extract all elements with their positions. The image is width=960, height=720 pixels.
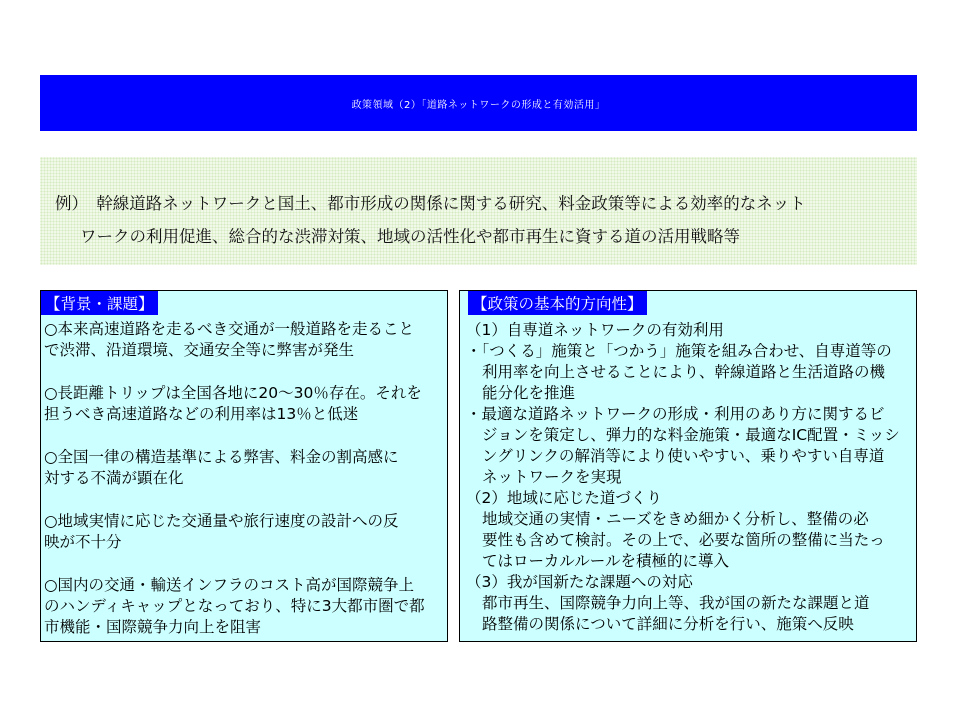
example-line-2: ワークの利用促進、総合的な渋滞対策、地域の活性化や都市再生に資する道の活用戦略等 [80, 227, 740, 246]
policy-line: ・「つくる」施策と「つかう」施策を組み合わせ、自専道等の [466, 342, 892, 360]
background-issues-heading: 【背景・課題】 [41, 291, 158, 315]
background-line: ○地域実情に応じた交通量や旅行速度の設計への反 [44, 512, 399, 530]
policy-line: ・最適な道路ネットワークの形成・利用のあり方に関するビ [466, 405, 885, 423]
example-box [40, 157, 917, 265]
policy-line: （3）我が国新たな課題への対応 [466, 573, 693, 591]
background-line: 映が不十分 [44, 533, 122, 551]
slide-title: 政策領域（2）「道路ネットワークの形成と有効活用」 [40, 75, 917, 131]
policy-line: ジョンを策定し、弾力的な料金施策・最適なIC配置・ミッシ [482, 426, 900, 444]
policy-line: ネットワークを実現 [482, 468, 622, 486]
policy-line: 利用率を向上させることにより、幹線道路と生活道路の機 [482, 363, 886, 381]
policy-direction-heading: 【政策の基本的方向性】 [468, 291, 647, 315]
background-line: 対する不満が顕在化 [44, 469, 184, 487]
policy-line: ングリンクの解消等により使いやすい、乗りやすい自専道 [482, 447, 885, 465]
policy-line: 都市再生、国際競争力向上等、我が国の新たな課題と道 [482, 594, 870, 612]
example-line-1: 例） 幹線道路ネットワークと国土、都市形成の関係に関する研究、料金政策等による効率的なネット [55, 194, 806, 213]
background-line: 担うべき高速道路などの利用率は13％と低迷 [44, 405, 359, 423]
background-line: のハンディキャップとなっており、特に3大都市圏で都 [44, 597, 425, 615]
background-line: ○全国一律の構造基準による弊害、料金の割高感に [44, 448, 399, 466]
policy-line: 要性も含めて検討。その上で、必要な箇所の整備に当たっ [482, 531, 885, 549]
policy-line: てはローカルルールを積極的に導入 [482, 552, 729, 570]
background-line: ○国内の交通・輸送インフラのコスト高が国際競争上 [44, 576, 415, 594]
policy-line: 路整備の関係について詳細に分析を行い、施策へ反映 [482, 615, 854, 633]
policy-line: （2）地域に応じた道づくり [466, 489, 662, 507]
background-issues-panel [40, 290, 448, 642]
background-line: で渋滞、沿道環境、交通安全等に弊害が発生 [44, 341, 355, 359]
policy-line: 能分化を推進 [482, 384, 576, 402]
background-line: ○本来高速道路を走るべき交通が一般道路を走ること [44, 320, 415, 338]
background-line: ○長距離トリップは全国各地に20～30％存在。それを [44, 384, 422, 402]
policy-direction-panel [459, 290, 917, 642]
policy-line: （1）自専道ネットワークの有効利用 [466, 321, 724, 339]
background-line: 市機能・国際競争力向上を阻害 [44, 618, 262, 636]
policy-line: 地域交通の実情・ニーズをきめ細かく分析し、整備の必 [482, 510, 869, 528]
